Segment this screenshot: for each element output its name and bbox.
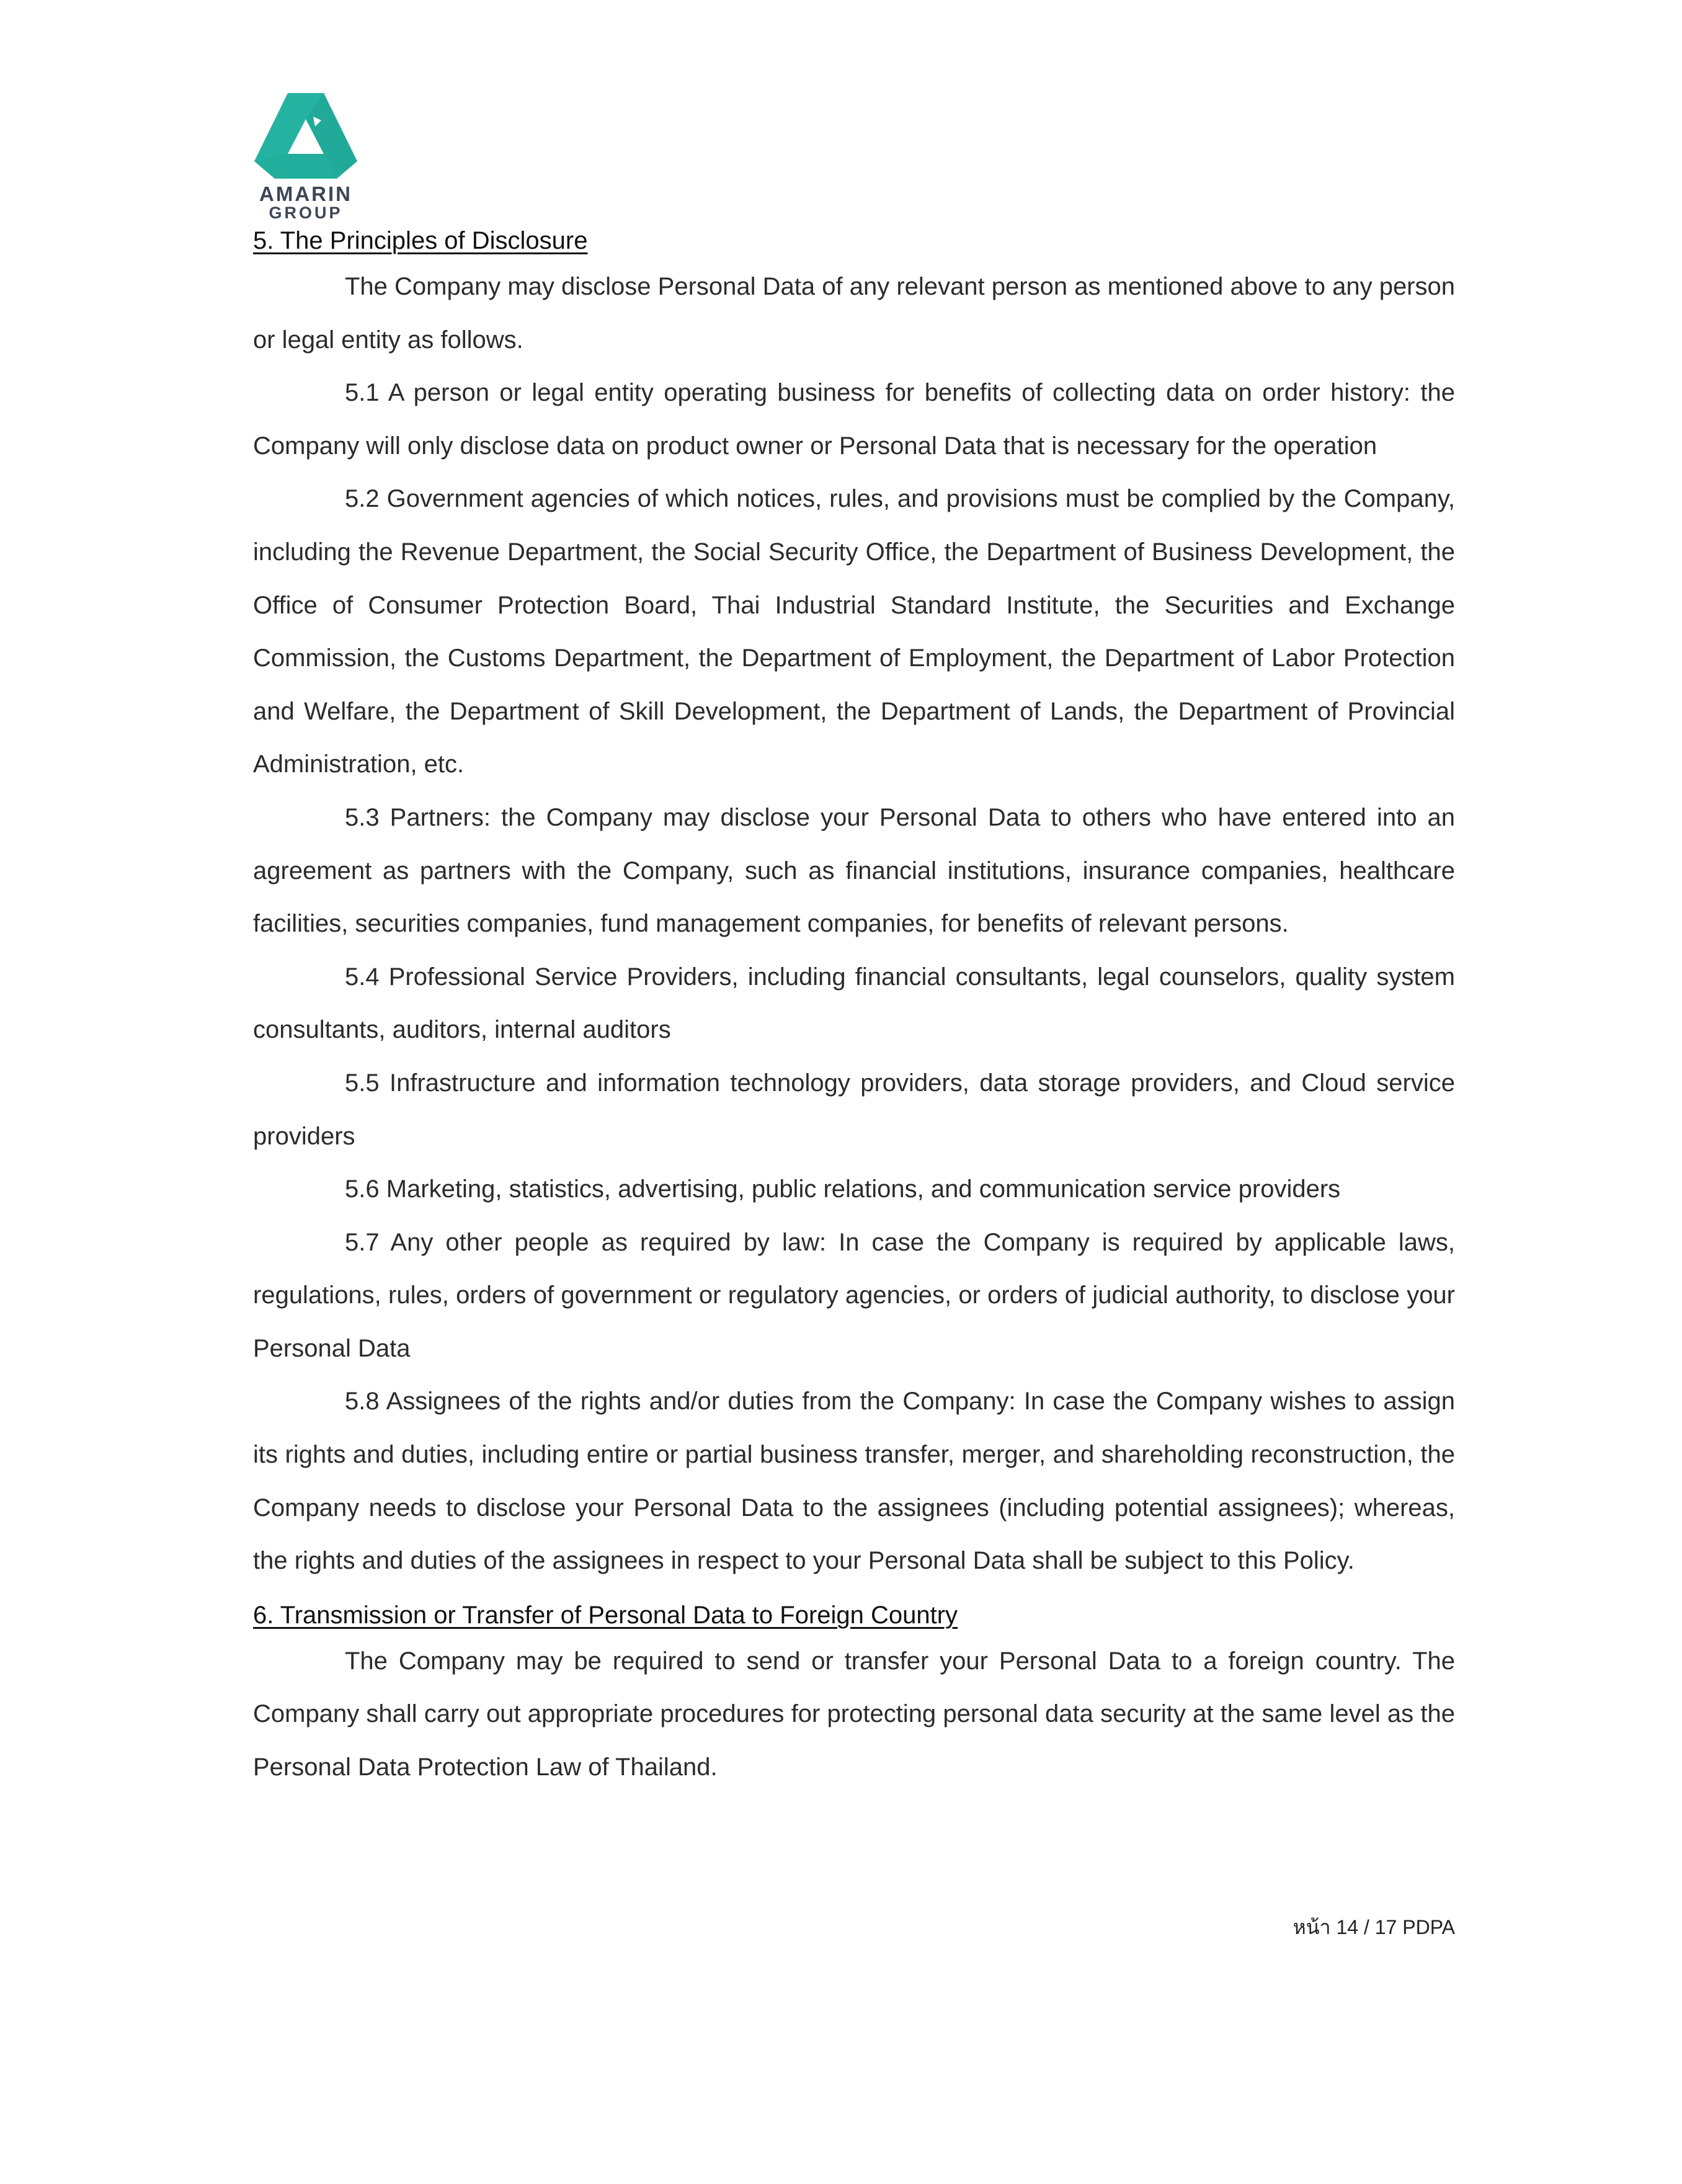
paragraph: The Company may be required to send or transfer your Personal Data to a foreign country. The Company shall carry out appropriate procedures for protecting personal data security at the same level as the Personal Data Protection Law of Thailand.: [253, 1647, 1455, 1781]
amarin-group-logo: [253, 92, 358, 222]
paragraph: 5.8 Assignees of the rights and/or duties from the Company: In case the Company wishes to assign its rights and duties, including entire or partial business transfer, merger, and shareholding reconstruction, the Company needs to disclose your Personal Data to the assignees (including potential assignees); whereas, the rights and duties of the assignees in respect to your Personal Data shall be subject to this Policy.: [253, 1388, 1455, 1575]
paragraph: 5.7 Any other people as required by law: In case the Company is required by applicable laws, regulations, rules, orders of government or regulatory agencies, or orders of judicial authority, to disclose your Personal Data: [253, 1228, 1455, 1362]
paragraph: 5.3 Partners: the Company may disclose your Personal Data to others who have entered into an agreement as partners with the Company, such as financial institutions, insurance companies, healthcare facilities, securities companies, fund management companies, for benefits of relevant persons.: [253, 803, 1455, 938]
section-5-body: [253, 261, 1455, 1588]
section-6-heading: 6. Transmission or Transfer of Personal Data to Foreign Country: [253, 1601, 958, 1629]
triangle-logo-icon: [253, 92, 358, 180]
paragraph: The Company may disclose Personal Data of any relevant person as mentioned above to any person or legal entity as follows.: [253, 273, 1455, 354]
document-body: [253, 222, 1455, 1794]
section-6-body: [253, 1635, 1455, 1794]
paragraph: 5.4 Professional Service Providers, including financial consultants, legal counselors, quality system consultants, auditors, internal auditors: [253, 963, 1455, 1044]
paragraph: 5.2 Government agencies of which notices, rules, and provisions must be complied by the Company, including the Revenue Department, the Social Security Office, the Department of Business Development, the Office of Consumer Protection Board, Thai Industrial Standard Institute, the Securities and Exchange Commission, the Customs Department, the Department of Employment, the Department of Labor Protection and Welfare, the Department of Skill Development, the Department of Lands, the Department of Provincial Administration, etc.: [253, 485, 1455, 778]
section-5-heading: 5. The Principles of Disclosure: [253, 227, 588, 254]
logo-text-group: GROUP: [269, 203, 343, 222]
paragraph: 5.1 A person or legal entity operating business for benefits of collecting data on order history: the Company will only disclose data on product owner or Personal Data that is necessary for the operation: [253, 379, 1455, 460]
paragraph: 5.5 Infrastructure and information technology providers, data storage providers, and Cloud service providers: [253, 1069, 1455, 1150]
page-number-footer: หน้า 14 / 17 PDPA: [1293, 1916, 1455, 1938]
logo-text-amarin: AMARIN: [259, 182, 352, 205]
paragraph: 5.6 Marketing, statistics, advertising, public relations, and communication service providers: [345, 1175, 1341, 1203]
